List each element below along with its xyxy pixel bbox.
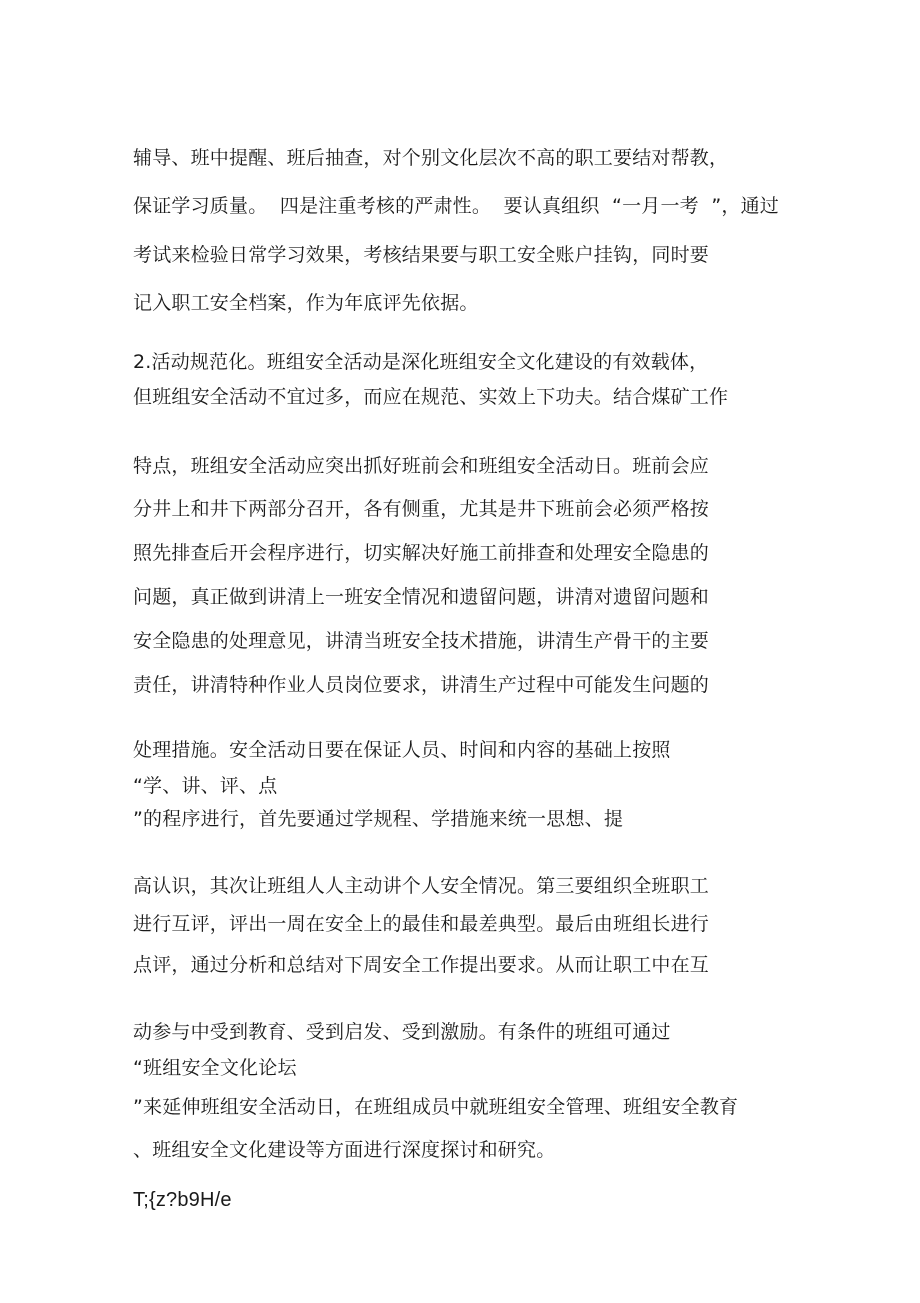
- text-line: 安全隐患的处理意见，讲清当班安全技术措施，讲清生产骨干的主要: [133, 630, 710, 652]
- text-line: ”来延伸班组安全活动日，在班组成员中就班组安全管理、班组安全教育: [133, 1096, 739, 1118]
- text-line: 点评，通过分析和总结对下周安全工作提出要求。从而让职工中在互: [133, 954, 710, 976]
- text-line: 责任，讲清特种作业人员岗位要求，讲清生产过程中可能发生问题的: [133, 674, 710, 696]
- text-line: 考试来检验日常学习效果，考核结果要与职工安全账户挂钩，同时要: [133, 244, 710, 266]
- text-line: 特点，班组安全活动应突出抓好班前会和班组安全活动日。班前会应: [133, 455, 710, 477]
- text-line: 动参与中受到教育、受到启发、受到激励。有条件的班组可通过: [133, 1021, 671, 1043]
- text-line: ”的程序进行，首先要通过学规程、学措施来统一思想、提: [133, 808, 624, 830]
- text-line: 高认识，其次让班组人人主动讲个人安全情况。第三要组织全班职工: [133, 875, 710, 897]
- text-line: 辅导、班中提醒、班后抽查，对个别文化层次不高的职工要结对帮教，: [133, 147, 729, 169]
- text-line: 分井上和井下两部分召开，各有侧重，尤其是井下班前会必须严格按: [133, 498, 710, 520]
- text-line: 2.活动规范化。班组安全活动是深化班组安全文化建设的有效载体，: [133, 351, 709, 373]
- text-line: 问题，真正做到讲清上一班安全情况和遗留问题，讲清对遗留问题和: [133, 586, 710, 608]
- text-line: “学、讲、评、点: [133, 775, 278, 797]
- garbled-text-line: T;{z?b9H/e: [133, 1189, 232, 1211]
- text-line: 保证学习质量。 四是注重考核的严肃性。 要认真组织 “一月一考 ”，通过: [133, 195, 780, 217]
- text-line: 但班组安全活动不宜过多，而应在规范、实效上下功夫。结合煤矿工作: [133, 386, 729, 408]
- text-line: 处理措施。安全活动日要在保证人员、时间和内容的基础上按照: [133, 739, 671, 761]
- text-line: 进行互评，评出一周在安全上的最佳和最差典型。最后由班组长进行: [133, 913, 710, 935]
- text-line: 照先排查后开会程序进行，切实解决好施工前排查和处理安全隐患的: [133, 542, 710, 564]
- text-line: 、班组安全文化建设等方面进行深度探讨和研究。: [133, 1139, 556, 1161]
- text-line: “班组安全文化论坛: [133, 1057, 297, 1079]
- text-line: 记入职工安全档案，作为年底评先依据。: [133, 292, 479, 314]
